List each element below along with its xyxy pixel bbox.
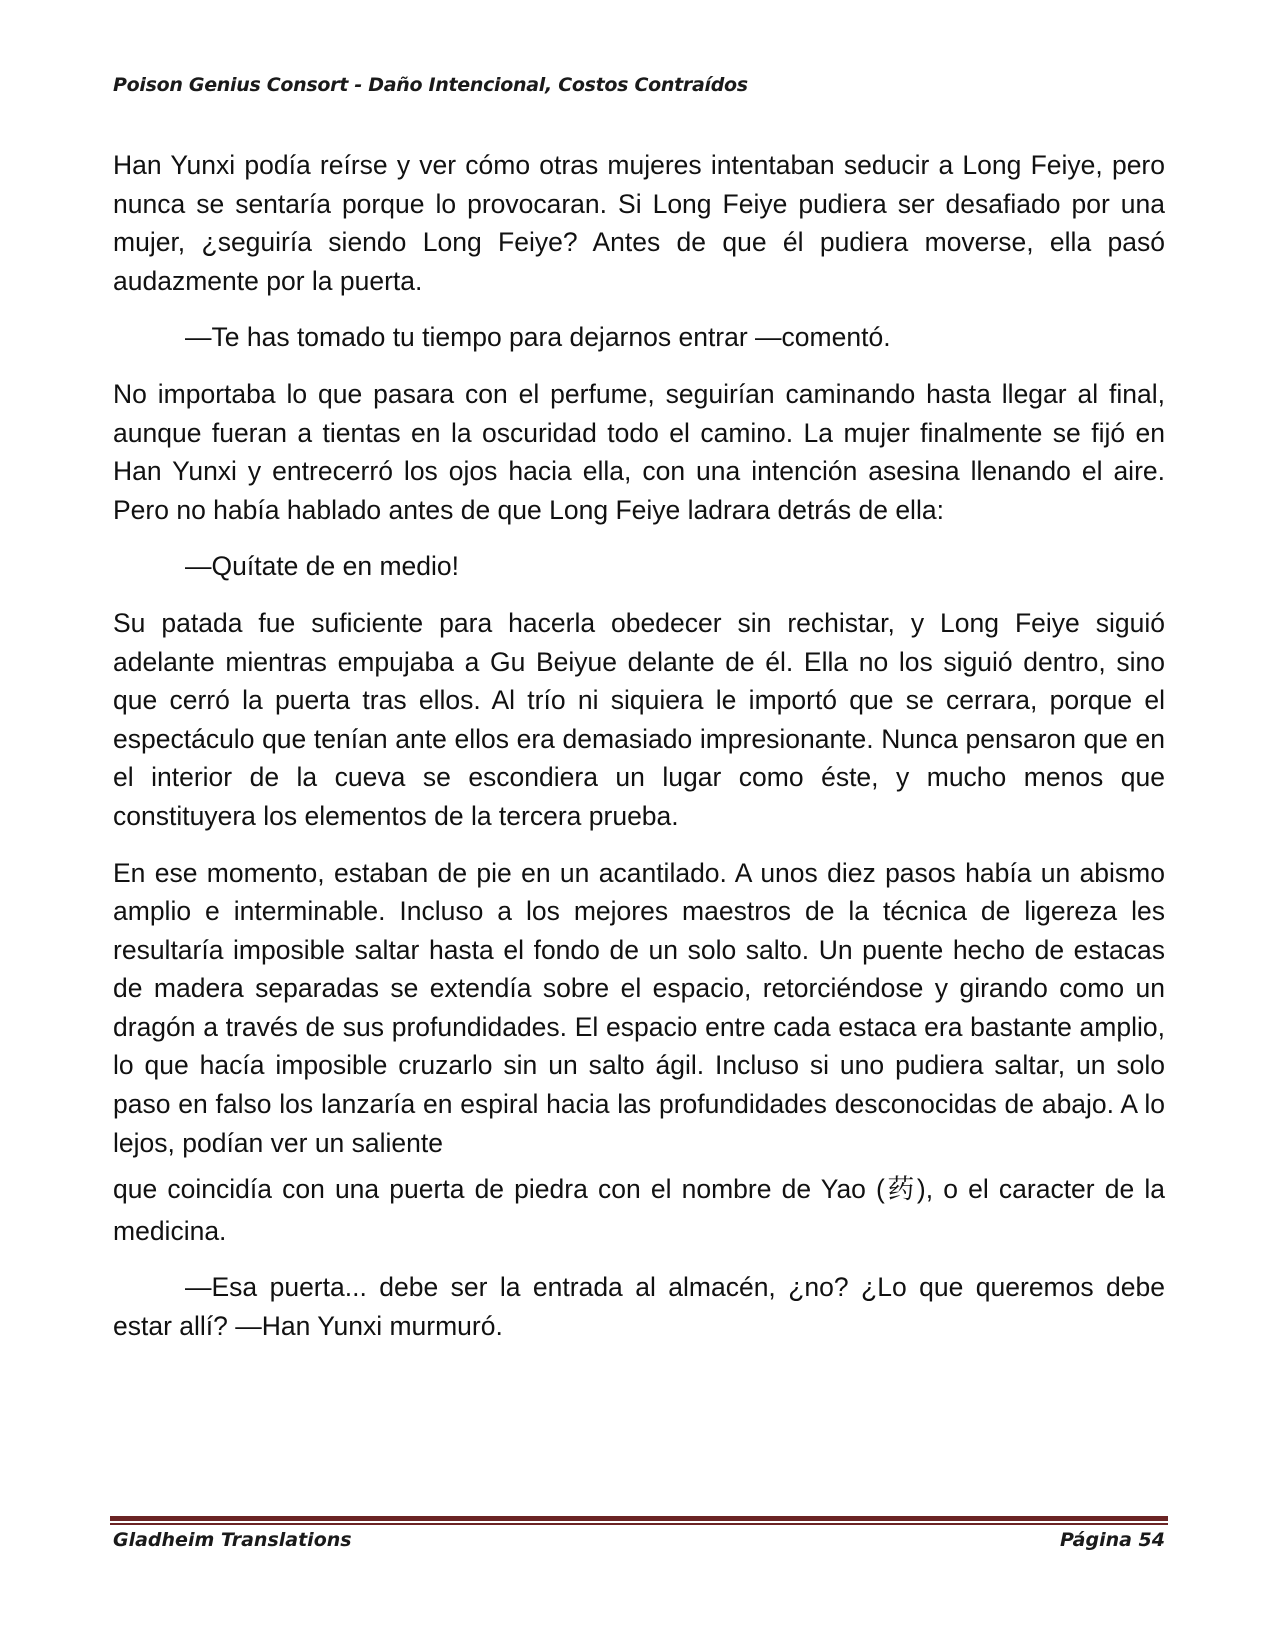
footer-page-number: Página 54 xyxy=(1059,1529,1165,1551)
dialogue-1: —Te has tomado tu tiempo para dejarnos entrar —comentó. xyxy=(185,322,891,353)
dialogue-3: —Esa puerta... debe ser la entrada al almacén, ¿no? ¿Lo que queremos debe estar allí? —Han Yunxi murmuró. xyxy=(113,1272,1165,1341)
page-header-title: Poison Genius Consort - Daño Intencional, Costos Contraídos xyxy=(113,74,748,96)
footer-publisher: Gladheim Translations xyxy=(113,1529,352,1551)
footer-divider xyxy=(110,1516,1168,1525)
paragraph-1: Han Yunxi podía reírse y ver cómo otras mujeres intentaban seducir a Long Feiye, pero nunca se sentaría porque lo provocaran. Si Long Feiye pudiera ser desafiado por una mujer, ¿seguiría siendo Long Feiye? Antes de que él pudiera moverse, ella pasó audazmente por la puerta. xyxy=(113,150,1165,296)
document-body xyxy=(113,146,1165,1365)
footer-divider-thin xyxy=(110,1523,1168,1525)
paragraph-4-continued: que coincidía con una puerta de piedra con el nombre de Yao (药), o el caracter de la medicina. xyxy=(113,1174,1165,1247)
footer-divider-thick xyxy=(110,1516,1168,1521)
paragraph-4: En ese momento, estaban de pie en un acantilado. A unos diez pasos había un abismo amplio e interminable. Incluso a los mejores maestros de la técnica de ligereza les resultaría imposible saltar hasta el fondo de un solo salto. Un puente hecho de estacas de madera separadas se extendía sobre el espacio, retorciéndose y girando como un dragón a través de sus profundidades. El espacio entre cada estaca era bastante amplio, lo que hacía imposible cruzarlo sin un salto ágil. Incluso si uno pudiera saltar, un solo paso en falso los lanzaría en espiral hacia las profundidades desconocidas de abajo. A lo lejos, podían ver un saliente xyxy=(113,857,1165,1158)
paragraph-3: Su patada fue suficiente para hacerla obedecer sin rechistar, y Long Feiye siguió adelante mientras empujaba a Gu Beiyue delante de él. Ella no los siguió dentro, sino que cerró la puerta tras ellos. Al trío ni siquiera le importó que se cerrara, porque el espectáculo que tenían ante ellos era demasiado impresionante. Nunca pensaron que en el interior de la cueva se escondiera un lugar como éste, y mucho menos que constituyera los elementos de la tercera prueba. xyxy=(113,607,1165,831)
paragraph-2: No importaba lo que pasara con el perfume, seguirían caminando hasta llegar al final, aunque fueran a tientas en la oscuridad todo el camino. La mujer finalmente se fijó en Han Yunxi y entrecerró los ojos hacia ella, con una intención asesina llenando el aire. Pero no había hablado antes de que Long Feiye ladrara detrás de ella: xyxy=(113,378,1165,525)
dialogue-2: —Quítate de en medio! xyxy=(185,551,459,582)
